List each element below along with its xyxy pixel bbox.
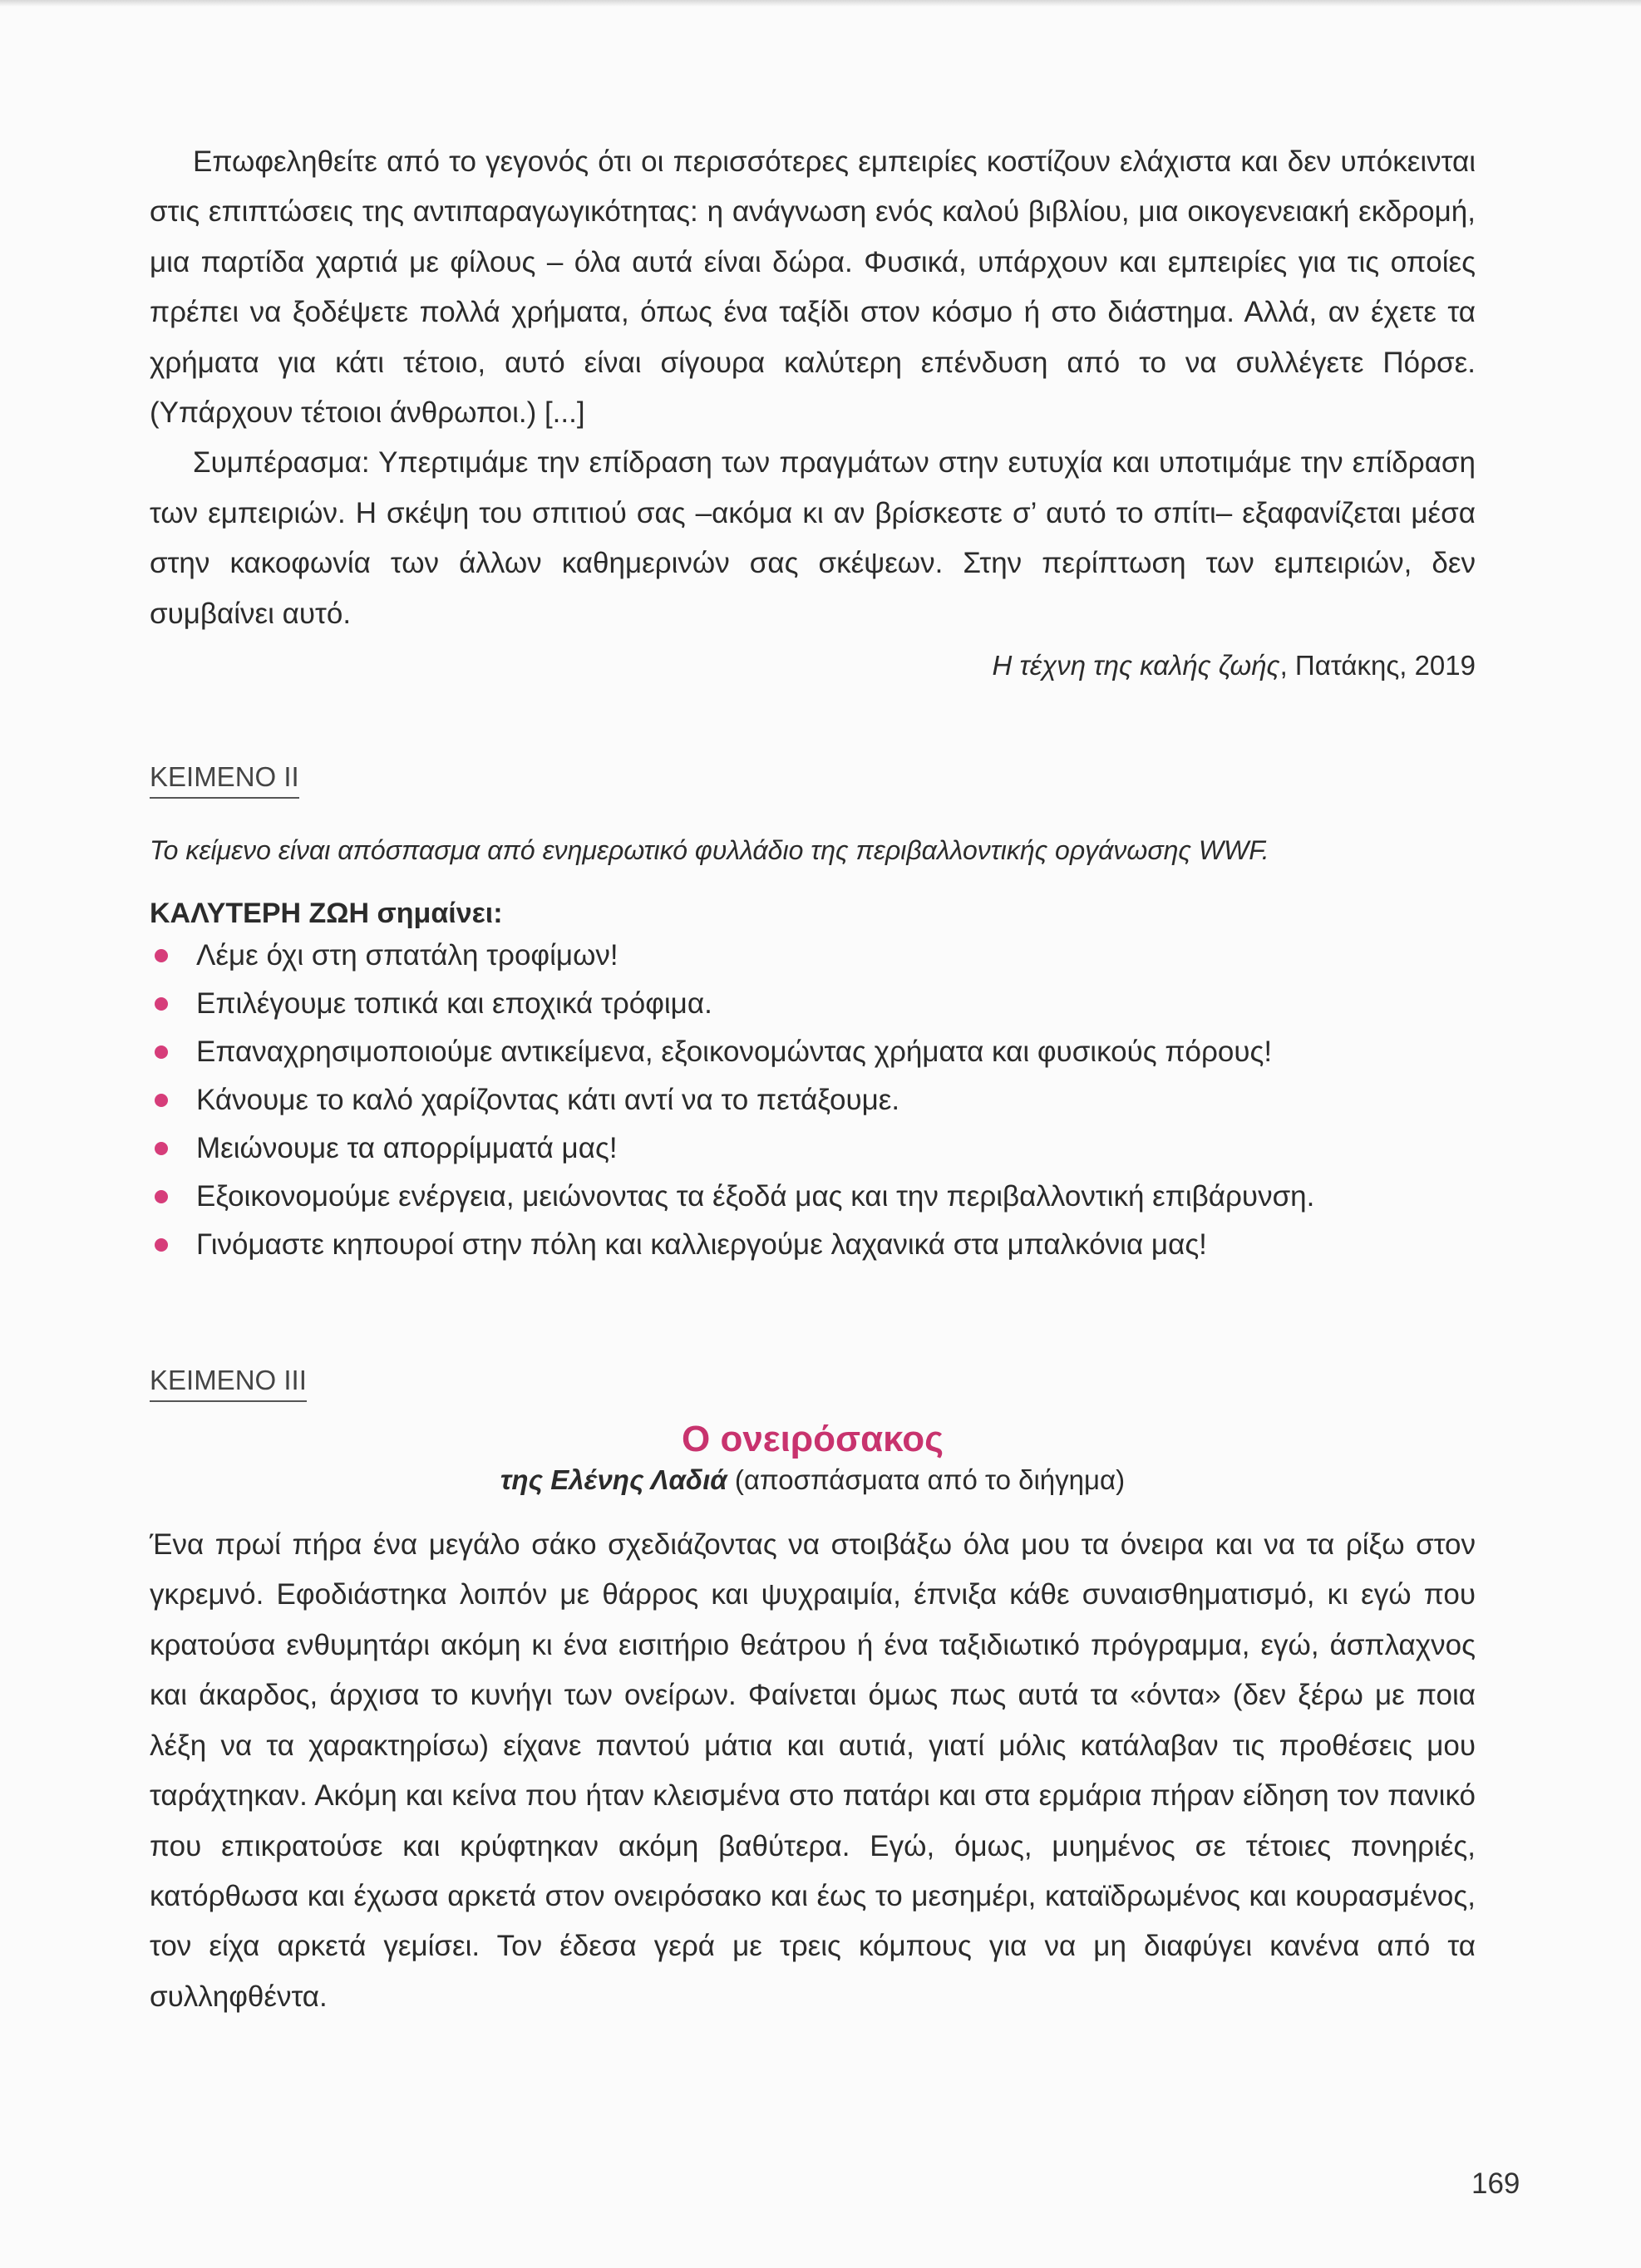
- list-item: Επαναχρησιμοποιούμε αντικείμενα, εξοικονομώντας χρήματα και φυσικούς πόρους!: [150, 1028, 1476, 1076]
- page-body: [150, 137, 1476, 2022]
- text1-paragraph-2: Συμπέρασμα: Υπερτιμάμε την επίδραση των πραγμάτων στην ευτυχία και υποτιμάμε την επίδραση των εμπειριών. Η σκέψη του σπιτιού σας –ακόμα κι αν βρίσκεστε σ’ αυτό το σπίτι– εξαφανίζεται μέσα στην κακοφωνία των άλλων καθημερινών σας σκέψεων. Στην περίπτωση των εμπειριών, δεν συμβαίνει αυτό.: [150, 446, 1476, 630]
- section-heading-text3: ΚΕΙΜΕΝΟ ΙΙΙ: [150, 1364, 307, 1402]
- text1-paragraph-1: Επωφεληθείτε από το γεγονός ότι οι περισσότερες εμπειρίες κοστίζουν ελάχιστα και δεν υπόκεινται στις επιπτώσεις της αντιπαραγωγικότητας: η ανάγνωση ενός καλού βιβλίου, μια οικογενειακή εκδρομή, μια παρτίδα χαρτιά με φίλους – όλα αυτά είναι δώρα. Φυσικά, υπάρχουν και εμπειρίες για τις οποίες πρέπει να ξοδέψετε πολλά χρήματα, όπως ένα ταξίδι στον κόσμο ή στο διάστημα. Αλλά, αν έχετε τα χρήματα για κάτι τέτοιο, αυτό είναι σίγουρα καλύτερη επένδυση από το να συλλέγετε Πόρσε. (Υπάρχουν τέτοιοι άνθρωποι.) [...]: [150, 145, 1476, 430]
- section-heading-text2: ΚΕΙΜΕΝΟ ΙΙ: [150, 760, 299, 799]
- bullet-dot-icon: [155, 997, 168, 1011]
- list-item: Λέμε όχι στη σπατάλη τροφίμων!: [150, 932, 1476, 980]
- list-item: Εξοικονομούμε ενέργεια, μειώνοντας τα έξοδά μας και την περιβαλλοντική επιβάρυνση.: [150, 1173, 1476, 1221]
- bullet-dot-icon: [155, 1045, 168, 1059]
- story-title: Ο ονειρόσακος: [682, 1419, 944, 1460]
- story-author: [150, 1462, 1476, 1498]
- author-note: (αποσπάσματα από το διήγημα): [727, 1464, 1126, 1496]
- list-item: Μειώνουμε τα απορρίμματά μας!: [150, 1124, 1476, 1173]
- bullet-dot-icon: [155, 1094, 168, 1107]
- list-item: Κάνουμε το καλό χαρίζοντας κάτι αντί να το πετάξουμε.: [150, 1076, 1476, 1124]
- list-heading: ΚΑΛΥΤΕΡΗ ΖΩΗ σημαίνει:: [150, 898, 503, 930]
- text1-source: [150, 649, 1476, 682]
- author-name: της Ελένης Λαδιά: [500, 1464, 727, 1496]
- page-number: 169: [1471, 2167, 1520, 2200]
- bullet-dot-icon: [155, 1190, 168, 1203]
- text2-intro: Το κείμενο είναι απόσπασμα από ενημερωτικό φυλλάδιο της περιβαλλοντικής οργάνωσης WWF.: [150, 835, 1269, 866]
- bullet-dot-icon: [155, 1238, 168, 1252]
- benefits-list: [150, 932, 1476, 1269]
- bullet-dot-icon: [155, 949, 168, 962]
- top-edge-shade: [0, 0, 1641, 7]
- source-book-title: Η τέχνη της καλής ζωής: [992, 650, 1280, 681]
- list-item: Επιλέγουμε τοπικά και εποχικά τρόφιμα.: [150, 980, 1476, 1028]
- list-item: Γινόμαστε κηπουροί στην πόλη και καλλιεργούμε λαχανικά στα μπαλκόνια μας!: [150, 1221, 1476, 1269]
- bullet-dot-icon: [155, 1142, 168, 1155]
- story-paragraph: Ένα πρωί πήρα ένα μεγάλο σάκο σχεδιάζοντας να στοιβάξω όλα μου τα όνειρα και να τα ρίξω στον γκρεμνό. Εφοδιάστηκα λοιπόν με θάρρος και ψυχραιμία, έπνιξα κάθε συναισθηματισμό, κι εγώ που κρατούσα ενθυμητάρι ακόμη κι ένα εισιτήριο θεάτρου ή ένα ταξιδιωτικό πρόγραμμα, εγώ, άσπλαχνος και άκαρδος, άρχισα το κυνήγι των ονείρων. Φαίνεται όμως πως αυτά τα «όντα» (δεν ξέρω με ποια λέξη να τα χαρακτηρίσω) είχανε παντού μάτια και αυτιά, γιατί μόλις κατάλαβαν τις προθέσεις μου ταράχτηκαν. Ακόμη και κείνα που ήταν κλεισμένα στο πατάρι και στα ερμάρια πήραν είδηση τον πανικό που επικρατούσε και κρύφτηκαν ακόμη βαθύτερα. Εγώ, όμως, μυημένος σε τέτοιες πονηριές, κατόρθωσα και έχωσα αρκετά στον ονειρόσακο και έως το μεσημέρι, καταϊδρωμένος και κουρασμένος, τον είχα αρκετά γεμίσει. Τον έδεσα γερά με τρεις κόμπους για να μη διαφύγει κανένα από τα συλληφθέντα.: [150, 1528, 1476, 2013]
- source-publisher-year: , Πατάκης, 2019: [1279, 650, 1476, 681]
